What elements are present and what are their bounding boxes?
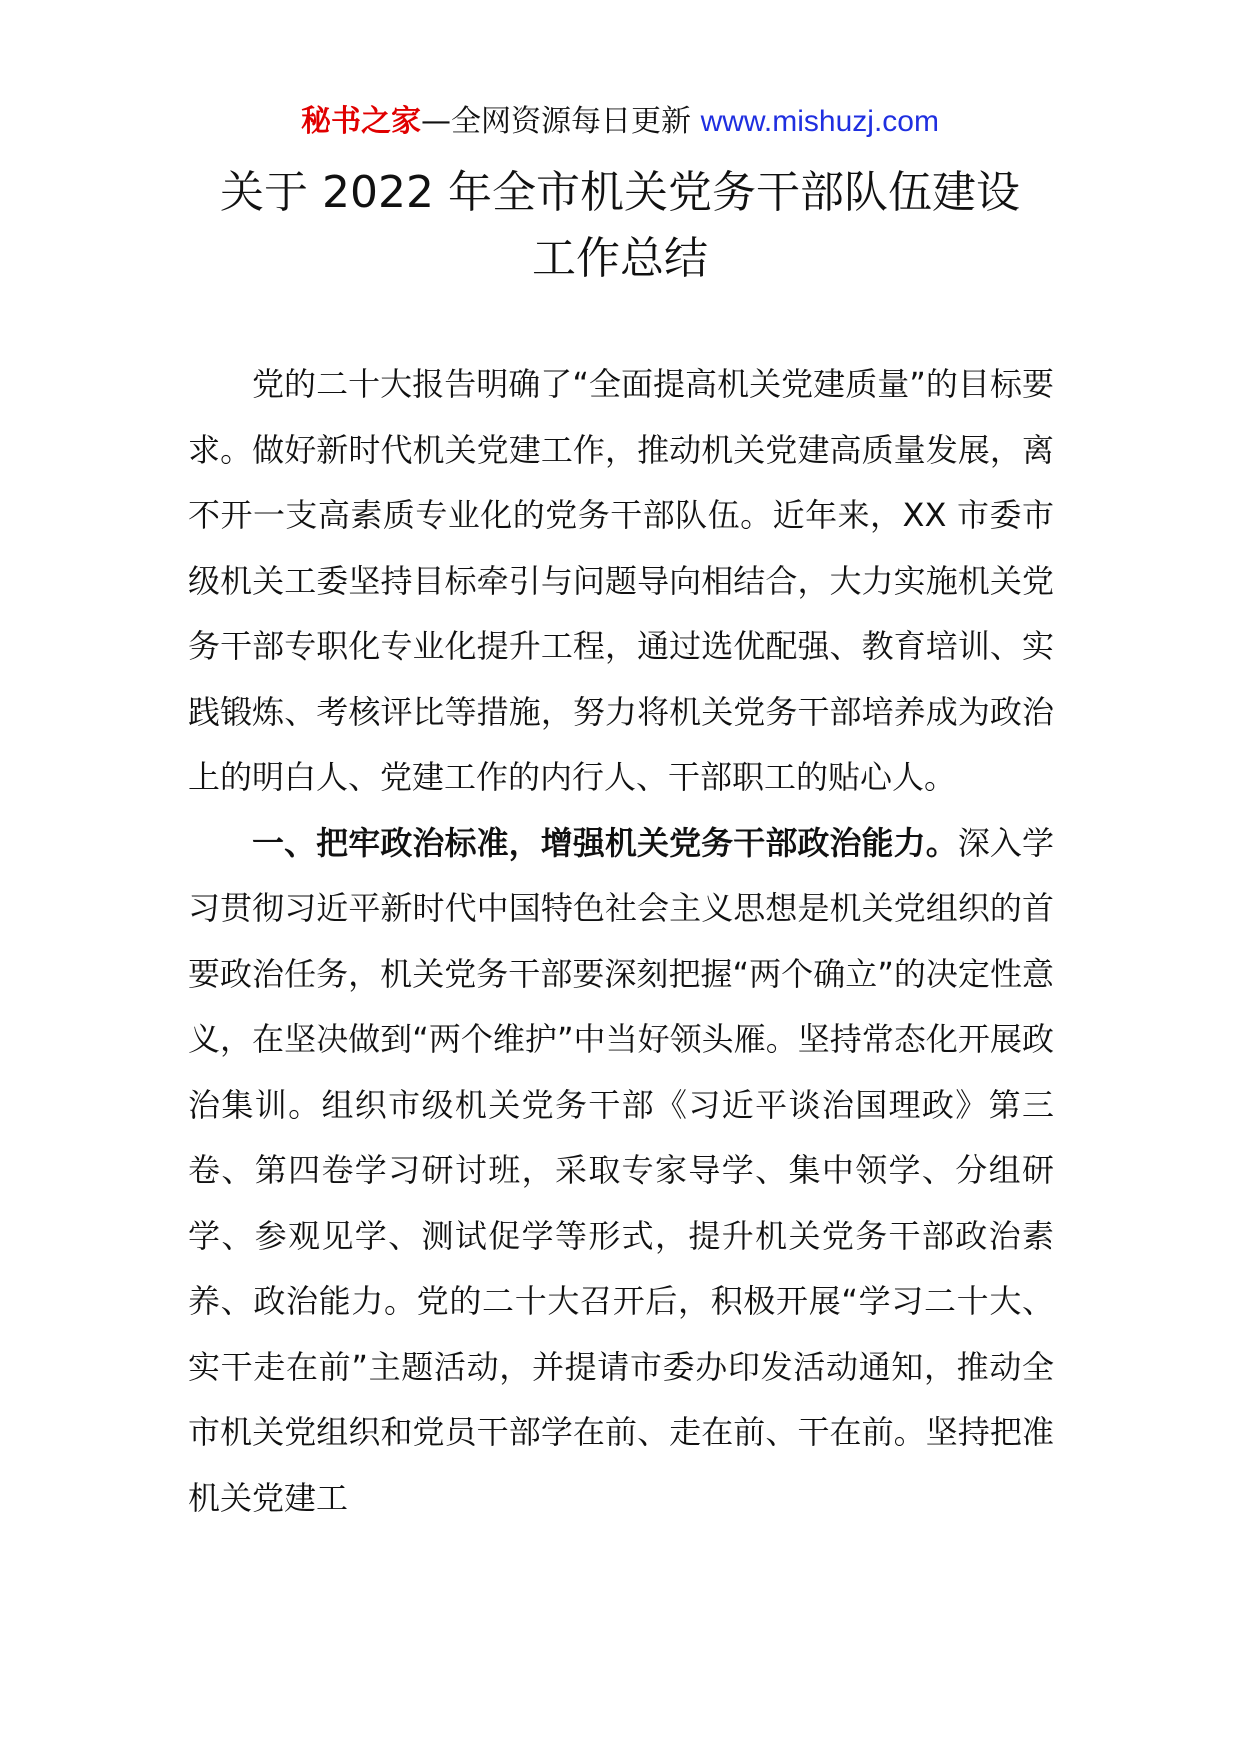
section-1-heading: 一、把牢政治标准，增强机关党务干部政治能力。 bbox=[252, 823, 958, 862]
document-title bbox=[0, 160, 1240, 292]
section-1-body: 深入学习贯彻习近平新时代中国特色社会主义思想是机关党组织的首要政治任务，机关党务干部要深刻把握“两个确立”的决定性意义，在坚决做到“两个维护”中当好领头雁。坚持常态化开展政治集训。组织市级机关党务干部《习近平谈治国理政》第三卷、第四卷学习研讨班，采取专家导学、集中领学、分组研学、参观见学、测试促学等形式，提升机关党务干部政治素养、政治能力。党的二十大召开后，积极开展“学习二十大、实干走在前”主题活动，并提请市委办印发活动通知，推动全市机关党组织和党员干部学在前、走在前、干在前。坚持把准机关党建工 bbox=[188, 823, 1054, 1517]
watermark-brand: 秘书之家 bbox=[301, 104, 422, 139]
title-line-2: 工作总结 bbox=[532, 233, 708, 284]
section-1-paragraph bbox=[188, 811, 1054, 1532]
document-body bbox=[188, 352, 1054, 1531]
title-line-1: 关于 2022 年全市机关党务干部队伍建设 bbox=[220, 167, 1020, 218]
watermark-url: www.mishuzj.com bbox=[700, 105, 939, 138]
intro-paragraph: 党的二十大报告明确了“全面提高机关党建质量”的目标要求。做好新时代机关党建工作，推动机关党建高质量发展，离不开一支高素质专业化的党务干部队伍。近年来，XX 市委市级机关工委坚持目标牵引与问题导向相结合，大力实施机关党务干部专职化专业化提升工程，通过选优配强、教育培训、实践锻炼、考核评比等措施，努力将机关党务干部培养成为政治上的明白人、党建工作的内行人、干部职工的贴心人。 bbox=[188, 365, 1054, 796]
site-watermark-header bbox=[0, 100, 1240, 144]
watermark-tagline: —全网资源每日更新 bbox=[421, 104, 692, 139]
